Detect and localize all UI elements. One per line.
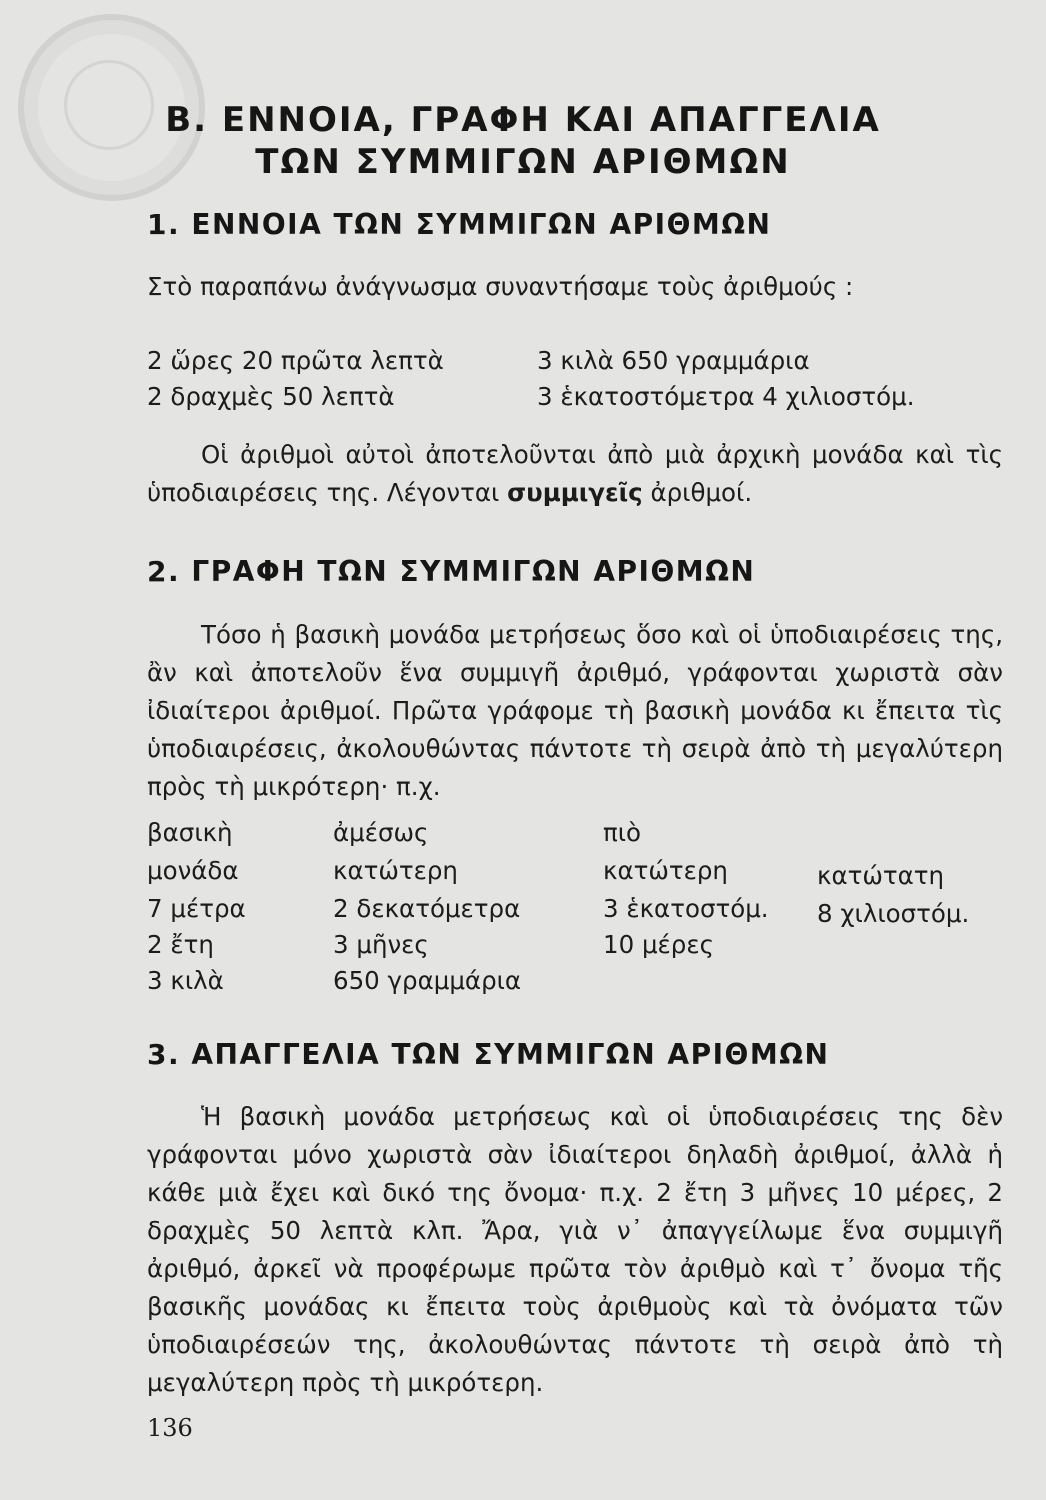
- table-cell: βασικὴ: [147, 818, 233, 847]
- section3-heading: 3. ΑΠΑΓΓΕΛΙΑ ΤΩΝ ΣΥΜΜΙΓΩΝ ΑΡΙΘΜΩΝ: [147, 1038, 830, 1071]
- section1-paragraph: [147, 436, 1003, 512]
- table-cell: 8 χιλιοστόμ.: [817, 899, 970, 928]
- table-cell: πιὸ: [603, 818, 642, 847]
- section2-paragraph: Τόσο ἡ βασικὴ μονάδα μετρήσεως ὅσο καὶ οἱ ὑποδιαιρέσεις της, ἂν καὶ ἀποτελοῦν ἕνα συμμιγῆ ἀριθμό, γράφονται χωριστὰ σὰν ἰδιαίτεροι ἀριθμοί. Πρῶτα γράφομε τὴ βασικὴ μονάδα κι ἔπειτα τὶς ὑποδιαιρέσεις, ἀκολουθώντας πάντοτε τὴ σειρὰ ἀπὸ τὴ μεγαλύτερη πρὸς τὴ μικρότερη· π.χ.: [147, 620, 1003, 801]
- term-bold: συμμιγεῖς: [507, 478, 643, 507]
- table-cell: κατώτερη: [603, 856, 728, 885]
- table-cell: 2 ἔτη: [147, 930, 214, 959]
- section1-intro: Στὸ παραπάνω ἀνάγνωσμα συναντήσαμε τοὺς ἀριθμούς :: [147, 272, 854, 301]
- section3-paragraph: Ἡ βασικὴ μονάδα μετρήσεως καὶ οἱ ὑποδιαιρέσεις της δὲν γράφονται μόνο χωριστὰ σὰν ἰδιαίτεροι δηλαδὴ ἀριθμοί, ἀλλὰ ἡ κάθε μιὰ ἔχει καὶ δικό της ὄνομα· π.χ. 2 ἔτη 3 μῆνες 10 μέρες, 2 δραχμὲς 50 λεπτὰ κλπ. Ἄρα, γιὰ ν᾽ ἀπαγγείλωμε ἕνα συμμιγῆ ἀριθμό, ἀρκεῖ νὰ προφέρωμε πρῶτα τὸν ἀριθμὸ καὶ τ᾽ ὄνομα τῆς βασικῆς μονάδας κι ἔπειτα τοὺς ἀριθμοὺς καὶ τὰ ὀνόματα τῶν ὑποδιαιρέσεών της, ἀκολουθώντας πάντοτε τὴ σειρὰ ἀπὸ τὴ μεγαλύτερη πρὸς τὴ μικρότερη.: [147, 1102, 1003, 1397]
- page-number: 136: [147, 1414, 193, 1442]
- section2-heading: 2. ΓΡΑΦΗ ΤΩΝ ΣΥΜΜΙΓΩΝ ΑΡΙΘΜΩΝ: [147, 555, 756, 588]
- table-cell: κατώτερη: [333, 856, 458, 885]
- table-cell: 2 δεκατόμετρα: [333, 894, 521, 923]
- paragraph-text: Οἱ ἀριθμοὶ αὐτοὶ ἀποτελοῦνται ἀπὸ μιὰ ἀρχικὴ μονάδα καὶ τὶς ὑποδιαιρέσεις της. Λέγονται: [147, 440, 1003, 507]
- example-cell: 2 ὥρες 20 πρῶτα λεπτὰ: [147, 346, 444, 375]
- table-cell: κατώτατη: [817, 861, 945, 890]
- table-cell: 3 κιλὰ: [147, 966, 224, 995]
- example-cell: 3 κιλὰ 650 γραμμάρια: [537, 346, 810, 375]
- paragraph-text: ἀριθμοί.: [642, 478, 753, 507]
- table-cell: 7 μέτρα: [147, 894, 246, 923]
- chapter-title-line1: Β. ΕΝΝΟΙΑ, ΓΡΑΦΗ ΚΑΙ ΑΠΑΓΓΕΛΙΑ: [165, 100, 881, 140]
- section1-heading: 1. ΕΝΝΟΙΑ ΤΩΝ ΣΥΜΜΙΓΩΝ ΑΡΙΘΜΩΝ: [147, 208, 772, 241]
- chapter-title-line2: ΤΩΝ ΣΥΜΜΙΓΩΝ ΑΡΙΘΜΩΝ: [255, 142, 791, 182]
- table-cell: 3 μῆνες: [333, 930, 429, 959]
- table-cell: μονάδα: [147, 856, 239, 885]
- table-cell: 10 μέρες: [603, 930, 714, 959]
- table-cell: 650 γραμμάρια: [333, 966, 522, 995]
- example-cell: 3 ἑκατοστόμετρα 4 χιλιοστόμ.: [537, 382, 915, 411]
- example-cell: 2 δραχμὲς 50 λεπτὰ: [147, 382, 395, 411]
- table-cell: 3 ἑκατοστόμ.: [603, 894, 769, 923]
- table-cell: ἀμέσως: [333, 818, 429, 847]
